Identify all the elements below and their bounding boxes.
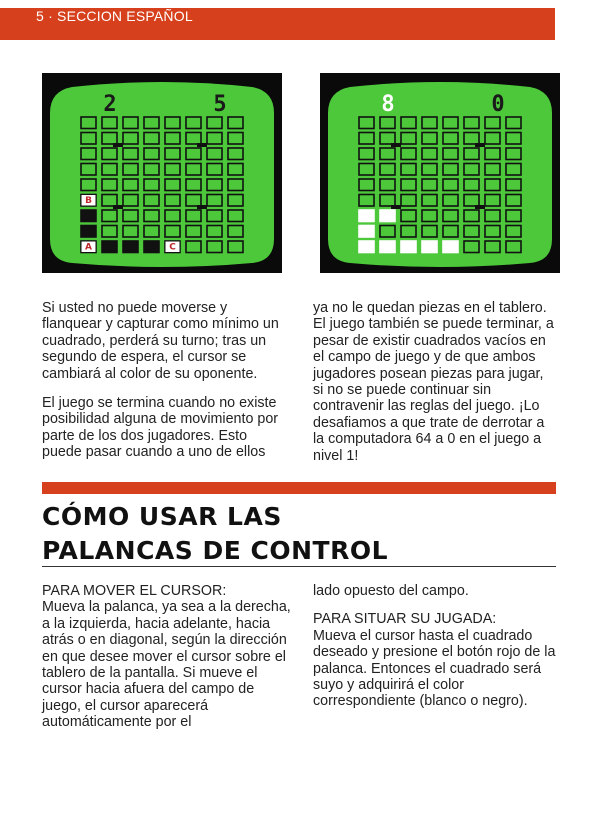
board-marker [197,205,207,209]
board-cell [165,179,180,191]
board-cell [144,148,159,160]
board-cell [81,210,96,222]
score-left: 8 [381,92,395,117]
board-cell [401,226,416,238]
score-right: 5 [213,92,227,117]
board-cell [401,179,416,191]
board-cell [359,210,374,222]
cell-label: C [169,242,176,253]
paragraph-continuation: lado opuesto del campo. [313,583,469,599]
paragraph-turn-loss: Si usted no puede moverse y flanquear y capturar como mínimo un cuadrado, perderá su turno; tras un segundo de espera, el cursor se cambiará al color de su oponente. [42,300,279,382]
board-cell [207,117,222,129]
board-cell [380,226,395,238]
board-cell [485,133,500,145]
board-marker [113,205,123,209]
board-cell [165,210,180,222]
board-cell [464,195,479,207]
board-cell [228,133,243,145]
board-cell [144,241,159,253]
board-cell [422,164,437,176]
board-cell [207,148,222,160]
board-cell [123,241,138,253]
lower-right-column [313,583,556,723]
board-cell [443,148,458,160]
board-cell [228,241,243,253]
game-screen-right [320,73,560,273]
board-cell [144,164,159,176]
board-cell [81,226,96,238]
board-cell [485,226,500,238]
board-cell [401,133,416,145]
board-cell [165,117,180,129]
paragraph-game-end: El juego se termina cuando no existe posibilidad alguna de movimiento por parte de los dos jugadores. Esto puede pasar cuando a uno de ellos [42,395,279,461]
board-cell [485,148,500,160]
board-cell [464,148,479,160]
section-divider-bar [42,482,556,494]
board-cell [443,241,458,253]
board-cell [464,133,479,145]
board-cell [401,117,416,129]
game-board-right [320,73,560,273]
board-cell [359,241,374,253]
board-cell [186,133,201,145]
board-marker [475,143,485,147]
board-cell [380,117,395,129]
board-cell [123,148,138,160]
board-cell [401,241,416,253]
board-cell [401,195,416,207]
section-title-line2: PALANCAS DE CONTROL [42,536,389,565]
board-cell [380,179,395,191]
board-cell [443,195,458,207]
board-cell [359,226,374,238]
board-cell [165,226,180,238]
board-cell [102,148,117,160]
board-cell [165,195,180,207]
board-marker [475,205,485,209]
board-cell [228,195,243,207]
board-cell [207,226,222,238]
upper-right-column [313,300,556,477]
board-cell [359,133,374,145]
board-cell [443,164,458,176]
board-cell [144,226,159,238]
cell-label: A [85,242,92,253]
cell-label: B [85,196,92,206]
board-cell [359,195,374,207]
board-cell [422,117,437,129]
board-cell [401,210,416,222]
title-underline [42,566,556,567]
board-cell [464,226,479,238]
board-cell [422,195,437,207]
board-cell [380,195,395,207]
board-cell [443,226,458,238]
score-left: 2 [103,92,117,117]
board-cell [485,210,500,222]
board-cell [380,210,395,222]
board-cell [144,195,159,207]
board-cell [485,179,500,191]
board-cell [186,148,201,160]
score-right: 0 [491,92,505,117]
subheading-move-cursor: PARA MOVER EL CURSOR: [42,583,227,599]
board-cell [165,164,180,176]
board-cell [506,133,521,145]
board-cell [207,210,222,222]
board-cell [359,164,374,176]
board-cell [165,148,180,160]
board-cell [102,210,117,222]
board-marker [113,143,123,147]
board-cell [485,241,500,253]
board-marker [391,205,401,209]
board-cell [422,148,437,160]
board-cell [102,133,117,145]
board-cell [380,133,395,145]
board-cell [506,164,521,176]
board-cell [102,241,117,253]
board-cell [443,179,458,191]
board-cell [506,117,521,129]
board-cell [506,226,521,238]
board-cell [144,133,159,145]
board-cell [186,210,201,222]
board-cell [380,164,395,176]
board-cell [81,133,96,145]
board-cell [102,195,117,207]
board-cell [207,164,222,176]
paragraph-place-move: Mueva el cursor hasta el cuadrado deseado y presione el botón rojo de la palanca. Entonces el cuadrado será suyo y adquirirá el color correspondiente (blanco o negro). [313,627,556,710]
board-cell [443,133,458,145]
board-cell [485,195,500,207]
board-cell [81,148,96,160]
board-cell [380,148,395,160]
board-cell [123,195,138,207]
board-cell [422,241,437,253]
board-cell [464,210,479,222]
board-cell [228,210,243,222]
board-cell [506,210,521,222]
board-cell [443,210,458,222]
board-cell [228,179,243,191]
board-cell [359,117,374,129]
subheading-place-move: PARA SITUAR SU JUGADA: [313,611,497,628]
board-cell [359,179,374,191]
board-cell [228,117,243,129]
board-cell [506,241,521,253]
board-cell [401,148,416,160]
board-cell [228,164,243,176]
board-marker [197,143,207,147]
board-cell [464,179,479,191]
board-cell [485,164,500,176]
board-cell [422,179,437,191]
section-title-line1: CÓMO USAR LAS [42,502,282,531]
board-cell [102,164,117,176]
board-cell [506,148,521,160]
board-cell [228,148,243,160]
board-cell [81,164,96,176]
board-cell [186,117,201,129]
section-title [42,500,388,568]
board-cell [443,117,458,129]
board-cell [102,117,117,129]
board-cell [401,164,416,176]
board-cell [123,164,138,176]
board-cell [144,117,159,129]
board-cell [207,195,222,207]
board-cell [81,179,96,191]
board-cell [144,210,159,222]
game-screen-left [42,73,282,273]
board-cell [123,226,138,238]
board-cell [102,179,117,191]
board-cell [228,226,243,238]
board-cell [186,195,201,207]
board-cell [359,148,374,160]
board-cell [186,179,201,191]
board-cell [123,179,138,191]
board-cell [81,117,96,129]
board-cell [464,241,479,253]
board-cell [165,133,180,145]
board-cell [464,164,479,176]
board-cell [207,241,222,253]
board-cell [422,210,437,222]
board-cell [422,133,437,145]
board-cell [207,133,222,145]
board-cell [207,179,222,191]
paragraph-challenge: ya no le quedan piezas en el tablero. El juego también se puede terminar, a pesar de existir cuadrados vacíos en el campo de juego y de que ambos jugadores posean piezas para jugar, si no se puede continuar sin contravenir las reglas del juego. ¡Lo desafiamos a que trate de derrotar a la computadora 64 a 0 en el juego a nivel 1! [313,300,554,464]
board-cell [144,179,159,191]
board-cell [123,133,138,145]
board-cell [186,241,201,253]
page-header: 5 · SECCION ESPAÑOL [36,8,193,24]
upper-left-column [42,300,287,474]
board-cell [485,117,500,129]
board-marker [391,143,401,147]
paragraph-move-cursor: Mueva la palanca, ya sea a la derecha, a la izquierda, hacia adelante, hacia atrás o en diagonal, según la dirección en que desee mover el cursor sobre el tablero de la pantalla. Si mueve el cursor hacia afuera del campo de juego, el cursor aparecerá automáticamente por el [42,599,291,731]
board-cell [123,117,138,129]
board-cell [186,226,201,238]
board-cell [506,179,521,191]
board-cell [123,210,138,222]
lower-left-column [42,583,292,744]
board-cell [464,117,479,129]
board-cell [380,241,395,253]
board-cell [186,164,201,176]
game-board-left [42,73,282,273]
board-cell [422,226,437,238]
board-cell [506,195,521,207]
board-cell [102,226,117,238]
